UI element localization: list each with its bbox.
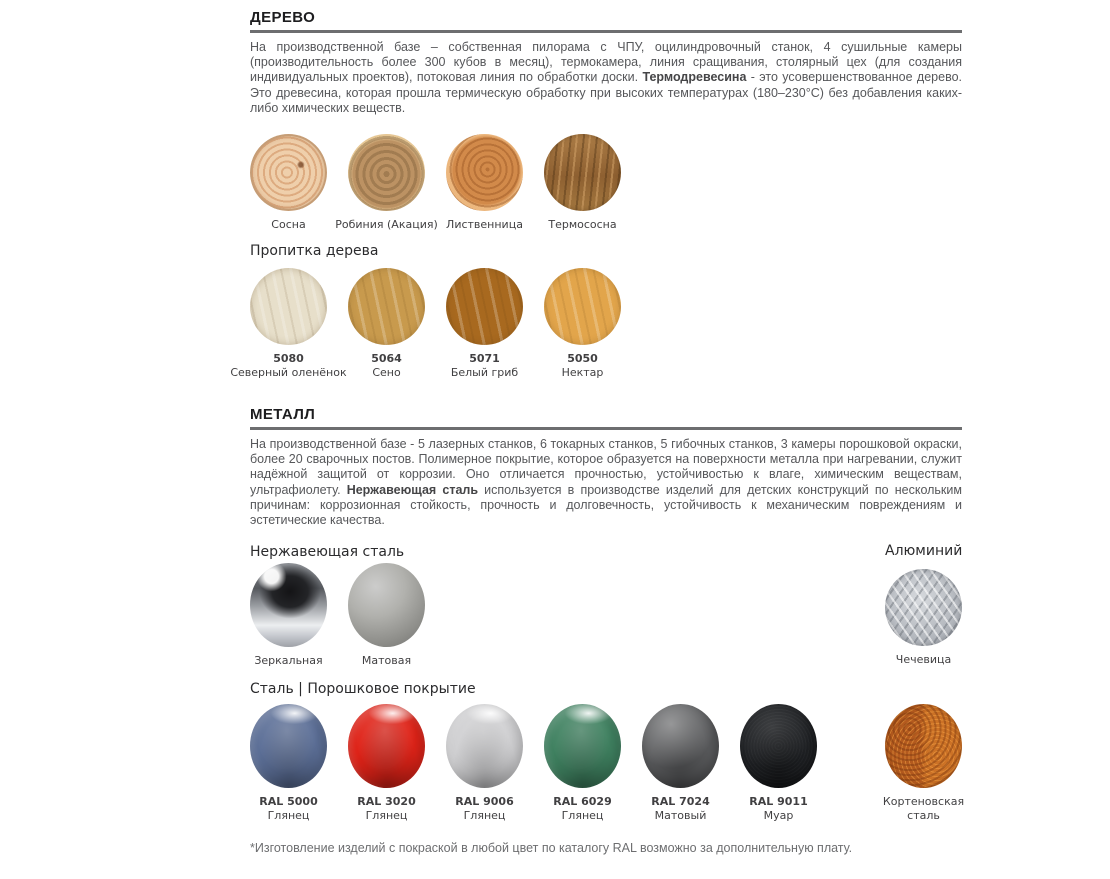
pine-swatch-image bbox=[250, 134, 327, 211]
stain-5064-label: 5064 Сено bbox=[371, 352, 402, 379]
powder-title: Сталь | Порошковое покрытие bbox=[250, 681, 476, 697]
stainless-swatch-matte bbox=[348, 563, 425, 668]
wood-swatch-pine bbox=[250, 134, 327, 232]
metal-description bbox=[250, 437, 962, 528]
stainless-header-row bbox=[250, 543, 962, 561]
stainless-term: Нержавеющая сталь bbox=[346, 482, 479, 497]
robinia-swatch-image bbox=[348, 134, 425, 211]
impregnation-title: Пропитка дерева bbox=[250, 243, 379, 259]
stainless-text: используется в производстве изделий для детских конструкций по нескольким причинам: коррозионная стойкость, прочность и долговечность, устойчивость к механическим повреждениям и эстетические качества. bbox=[250, 482, 962, 528]
pine-label: Сосна bbox=[271, 218, 306, 231]
wood-paragraph: На производственной базе – собственная пилорама с ЧПУ, оцилиндровочный станок, 4 сушильные камеры (производительность более 300 кубов в месяц), термокамера, линия сращивания, столярный цех (для создания индивидуальных проектов), потоковая линия по обработки доски. bbox=[250, 40, 962, 85]
ral9011-label: RAL 9011 Муар bbox=[749, 795, 808, 822]
powder-swatch-ral9011 bbox=[740, 704, 817, 823]
ral9011-image bbox=[740, 704, 817, 788]
stain-swatch-5071 bbox=[446, 268, 523, 380]
stainless-title: Нержавеющая сталь bbox=[250, 544, 405, 560]
wood-swatch-larch bbox=[446, 134, 523, 232]
ral5000-label: RAL 5000 Глянец bbox=[259, 795, 318, 822]
ral7024-image bbox=[642, 704, 719, 788]
corten-steel-image bbox=[885, 704, 962, 788]
stain-5064-image bbox=[348, 268, 425, 345]
stain-5071-label: 5071 Белый гриб bbox=[450, 352, 519, 379]
powder-swatch-ral6029 bbox=[544, 704, 621, 823]
wood-swatch-robinia bbox=[335, 134, 438, 232]
wood-section-title: ДЕРЕВО bbox=[250, 9, 316, 26]
impregnation-row bbox=[230, 268, 962, 380]
ral9006-image bbox=[446, 704, 523, 788]
matte-steel-image bbox=[348, 563, 425, 647]
ral6029-image bbox=[544, 704, 621, 788]
powder-swatch-ral9006 bbox=[446, 704, 523, 823]
mirror-steel-label: Зеркальная bbox=[254, 654, 323, 667]
stain-5050-label: 5050 Нектар bbox=[561, 352, 604, 379]
wood-description bbox=[250, 40, 962, 116]
aluminum-title: Алюминий bbox=[885, 543, 963, 559]
stainless-row bbox=[250, 563, 962, 668]
metal-section-divider bbox=[250, 427, 962, 430]
wood-species-row bbox=[250, 134, 962, 232]
stain-swatch-5064 bbox=[348, 268, 425, 380]
powder-row bbox=[250, 704, 965, 823]
stain-swatch-5050 bbox=[544, 268, 621, 380]
ral-footnote: *Изготовление изделий с покраской в любой цвет по каталогу RAL возможно за дополнительную плату. bbox=[250, 841, 853, 855]
ral3020-image bbox=[348, 704, 425, 788]
larch-label: Лиственница bbox=[446, 218, 523, 231]
powder-swatch-ral3020 bbox=[348, 704, 425, 823]
mirror-steel-image bbox=[250, 563, 327, 647]
metal-paragraph: На производственной базе - 5 лазерных станков, 6 токарных станков, 5 гибочных станков, 3 камеры порошковой окраски, более 20 сварочных постов. Полимерное покрытие, которое образуется на поверхности металла при нагревании, служит надёжной защитой от коррозии. Оно отличается прочностью, устойчивостью к влаге, химическим веществам, ультрафиолету. bbox=[250, 437, 962, 497]
matte-steel-label: Матовая bbox=[361, 654, 412, 667]
stain-5080-label: 5080 Северный оленёнок bbox=[230, 352, 347, 379]
corten-swatch bbox=[882, 704, 965, 823]
ral6029-label: RAL 6029 Глянец bbox=[553, 795, 612, 822]
ral9006-label: RAL 9006 Глянец bbox=[455, 795, 514, 822]
thermowood-text: - это усовершенствованное дерево. Это древесина, которая прошла термическую обработку при высоких температурах (180–230°С) без добавления каких-либо химических веществ. bbox=[250, 70, 962, 115]
lentil-aluminum-image bbox=[885, 569, 962, 646]
larch-swatch-image bbox=[446, 134, 523, 211]
robinia-label: Робиния (Акация) bbox=[335, 218, 438, 231]
wood-swatch-thermopine bbox=[544, 134, 621, 232]
lentil-aluminum-label: Чечевица bbox=[895, 653, 952, 666]
stain-5071-image bbox=[446, 268, 523, 345]
thermopine-label: Термососна bbox=[548, 218, 617, 231]
thermowood-term: Термодревесина bbox=[642, 70, 747, 85]
stainless-swatch-mirror bbox=[250, 563, 327, 668]
ral5000-image bbox=[250, 704, 327, 788]
powder-swatch-ral5000 bbox=[250, 704, 327, 823]
stain-5050-image bbox=[544, 268, 621, 345]
metal-section-title: МЕТАЛЛ bbox=[250, 406, 316, 423]
wood-section-divider bbox=[250, 30, 962, 33]
powder-swatch-ral7024 bbox=[642, 704, 719, 823]
corten-steel-label: Кортеновская сталь bbox=[882, 795, 965, 822]
stain-swatch-5080 bbox=[230, 268, 347, 380]
ral7024-label: RAL 7024 Матовый bbox=[651, 795, 710, 822]
thermopine-swatch-image bbox=[544, 134, 621, 211]
stain-5080-image bbox=[250, 268, 327, 345]
ral3020-label: RAL 3020 Глянец bbox=[357, 795, 416, 822]
aluminum-swatch-lentil bbox=[885, 569, 962, 667]
